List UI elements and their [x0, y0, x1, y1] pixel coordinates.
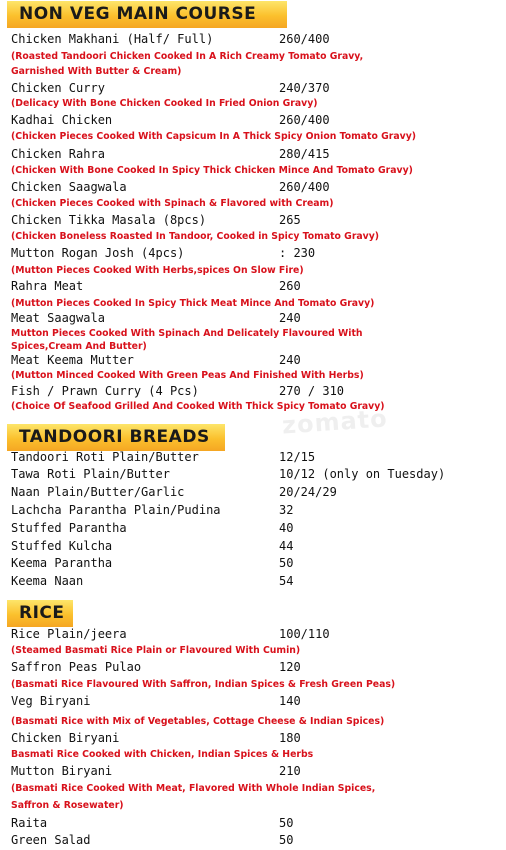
menu-item-description: (Chicken Boneless Roasted In Tandoor, Cooked in Spicy Tomato Gravy): [11, 231, 380, 242]
section-header-non-veg-main-course: NON VEG MAIN COURSE: [7, 1, 287, 28]
menu-item-name: Keema Parantha: [11, 556, 113, 570]
menu-item-name: Kadhai Chicken: [11, 113, 113, 127]
menu-item-description: Spices,Cream And Butter): [11, 341, 147, 352]
menu-item-description: (Chicken Pieces Cooked With Capsicum In A Thick Spicy Onion Tomato Gravy): [11, 131, 417, 142]
menu-item-price: 10/12 (only on Tuesday): [279, 467, 446, 481]
menu-item-price: 140: [279, 694, 301, 708]
menu-item-price: 20/24/29: [279, 485, 337, 499]
menu-item-price: 260/400: [279, 180, 330, 194]
menu-item-description: (Mutton Pieces Cooked In Spicy Thick Meat Mince And Tomato Gravy): [11, 298, 375, 309]
menu-item-price: 210: [279, 764, 301, 778]
menu-item-description: (Basmati Rice Cooked With Meat, Flavored With Whole Indian Spices,: [11, 783, 376, 794]
menu-item-price: 260/400: [279, 32, 330, 46]
menu-item-name: Rahra Meat: [11, 279, 84, 293]
menu-item-price: 120: [279, 660, 301, 674]
menu-item-name: Mutton Rogan Josh (4pcs): [11, 246, 185, 260]
menu-item-name: Fish / Prawn Curry (4 Pcs): [11, 384, 199, 398]
menu-item-description: (Choice Of Seafood Grilled And Cooked With Thick Spicy Tomato Gravy): [11, 401, 385, 412]
menu-item-price: 50: [279, 833, 294, 847]
menu-item-description: (Chicken With Bone Cooked In Spicy Thick Chicken Mince And Tomato Gravy): [11, 165, 413, 176]
menu-item-name: Rice Plain/jeera: [11, 627, 127, 641]
menu-item-price: : 230: [279, 246, 316, 260]
menu-item-description: Basmati Rice Cooked with Chicken, Indian Spices & Herbs: [11, 749, 314, 760]
menu-item-price: 100/110: [279, 627, 330, 641]
menu-item-description: (Mutton Pieces Cooked With Herbs,spices On Slow Fire): [11, 265, 304, 276]
menu-item-name: Chicken Tikka Masala (8pcs): [11, 213, 207, 227]
menu-item-name: Stuffed Kulcha: [11, 539, 113, 553]
menu-item-price: 270 / 310: [279, 384, 345, 398]
menu-item-name: Chicken Makhani (Half/ Full): [11, 32, 214, 46]
menu-item-description: Mutton Pieces Cooked With Spinach And Delicately Flavoured With: [11, 328, 363, 339]
menu-item-name: Chicken Saagwala: [11, 180, 127, 194]
menu-item-name: Mutton Biryani: [11, 764, 113, 778]
menu-item-name: Meat Keema Mutter: [11, 353, 134, 367]
menu-item-description: (Steamed Basmati Rice Plain or Flavoured With Cumin): [11, 645, 301, 656]
menu-item-price: 260/400: [279, 113, 330, 127]
menu-item-price: 260: [279, 279, 301, 293]
menu-item-description: Garnished With Butter & Cream): [11, 66, 182, 77]
menu-item-price: 44: [279, 539, 294, 553]
menu-item-description: (Basmati Rice Flavoured With Saffron, Indian Spices & Fresh Green Peas): [11, 679, 396, 690]
menu-item-price: 180: [279, 731, 301, 745]
menu-item-description: (Chicken Pieces Cooked with Spinach & Flavored with Cream): [11, 198, 334, 209]
menu-item-name: Veg Biryani: [11, 694, 91, 708]
menu-item-description: Saffron & Rosewater): [11, 800, 124, 811]
menu-item-name: Tawa Roti Plain/Butter: [11, 467, 170, 481]
menu-item-price: 50: [279, 816, 294, 830]
zomato-watermark: zomato: [281, 404, 389, 440]
menu-item-name: Meat Saagwala: [11, 311, 105, 325]
menu-item-name: Chicken Rahra: [11, 147, 105, 161]
menu-item-price: 240/370: [279, 81, 330, 95]
menu-item-price: 265: [279, 213, 301, 227]
menu-item-name: Green Salad: [11, 833, 91, 847]
section-header-rice: RICE: [7, 600, 73, 627]
menu-item-name: Keema Naan: [11, 574, 84, 588]
menu-item-price: 32: [279, 503, 294, 517]
menu-item-name: Raita: [11, 816, 48, 830]
menu-item-description: (Basmati Rice with Mix of Vegetables, Cottage Cheese & Indian Spices): [11, 716, 385, 727]
menu-item-price: 40: [279, 521, 294, 535]
menu-item-price: 240: [279, 311, 301, 325]
menu-item-price: 50: [279, 556, 294, 570]
menu-item-description: (Delicacy With Bone Chicken Cooked In Fried Onion Gravy): [11, 98, 318, 109]
menu-item-name: Tandoori Roti Plain/Butter: [11, 450, 199, 464]
menu-item-price: 280/415: [279, 147, 330, 161]
menu-item-price: 12/15: [279, 450, 316, 464]
section-header-tandoori-breads: TANDOORI BREADS: [7, 424, 225, 451]
menu-item-name: Chicken Curry: [11, 81, 105, 95]
menu-item-description: (Mutton Minced Cooked With Green Peas And Finished With Herbs): [11, 370, 364, 381]
menu-item-name: Stuffed Parantha: [11, 521, 127, 535]
menu-item-description: (Roasted Tandoori Chicken Cooked In A Rich Creamy Tomato Gravy,: [11, 51, 364, 62]
menu-item-name: Naan Plain/Butter/Garlic: [11, 485, 185, 499]
menu-item-price: 54: [279, 574, 294, 588]
menu-item-price: 240: [279, 353, 301, 367]
menu-item-name: Lachcha Parantha Plain/Pudina: [11, 503, 221, 517]
menu-item-name: Chicken Biryani: [11, 731, 120, 745]
menu-item-name: Saffron Peas Pulao: [11, 660, 142, 674]
